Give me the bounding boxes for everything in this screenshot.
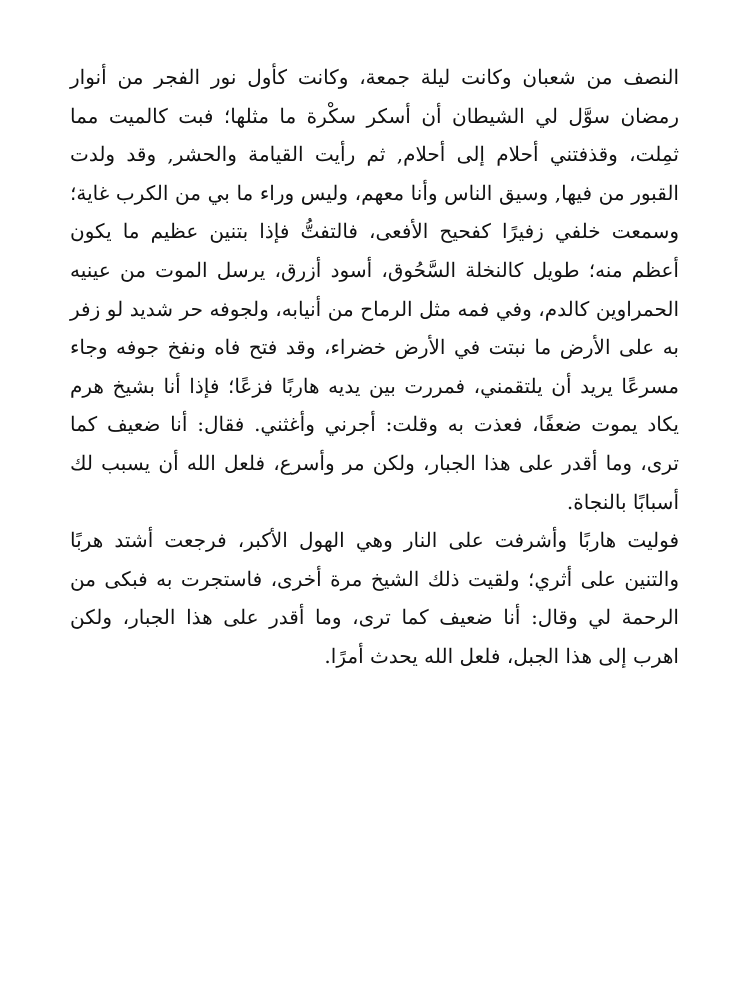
body-text bbox=[70, 58, 679, 676]
paragraph-2: فوليت هاربًا وأشرفت على النار وهي الهول الأكبر، فرجعت أشتد هربًا والتنين على أثري؛ ولقيت ذلك الشيخ مرة أخرى، فاستجرت به فبكى من الرحمة لي وقال: أنا ضعيف كما ترى، وما أقدر على هذا الجبار، ولكن اهرب إلى هذا الجبل، فلعل الله يحدث أمرًا. bbox=[70, 528, 679, 668]
paragraph-1: النصف من شعبان وكانت ليلة جمعة، وكانت كأول نور الفجر من أنوار رمضان سوَّل لي الشيطان أن أسكر سكْرة ما مثلها؛ فبت كالميت مما ثمِلت، وقذفتني أحلام إلى أحلام, ثم رأيت القيامة والحشر, وقد ولدت القبور من فيها, وسيق الناس وأنا معهم، وليس وراء ما بي من الكرب غاية؛ وسمعت خلفي زفيرًا كفحيح الأفعى، فالتفتُّ فإذا بتنين عظيم ما يكون أعظم منه؛ طويل كالنخلة السَّحُوق، أسود أزرق، يرسل الموت من عينيه الحمراوين كالدم، وفي فمه مثل الرماح من أنيابه، ولجوفه حر شديد لو زفر به على الأرض ما نبتت في الأرض خضراء، وقد فتح فاه ونفخ جوفه وجاء مسرعًا يريد أن يلتقمني، فمررت بين يديه هاربًا فزعًا؛ فإذا أنا بشيخ هرم يكاد يموت ضعفًا، فعذت به وقلت: أجرني وأغثني. فقال: أنا ضعيف كما ترى، وما أقدر على هذا الجبار، ولكن مر وأسرع، فلعل الله أن يسبب لك أسبابًا بالنجاة. bbox=[70, 65, 679, 514]
